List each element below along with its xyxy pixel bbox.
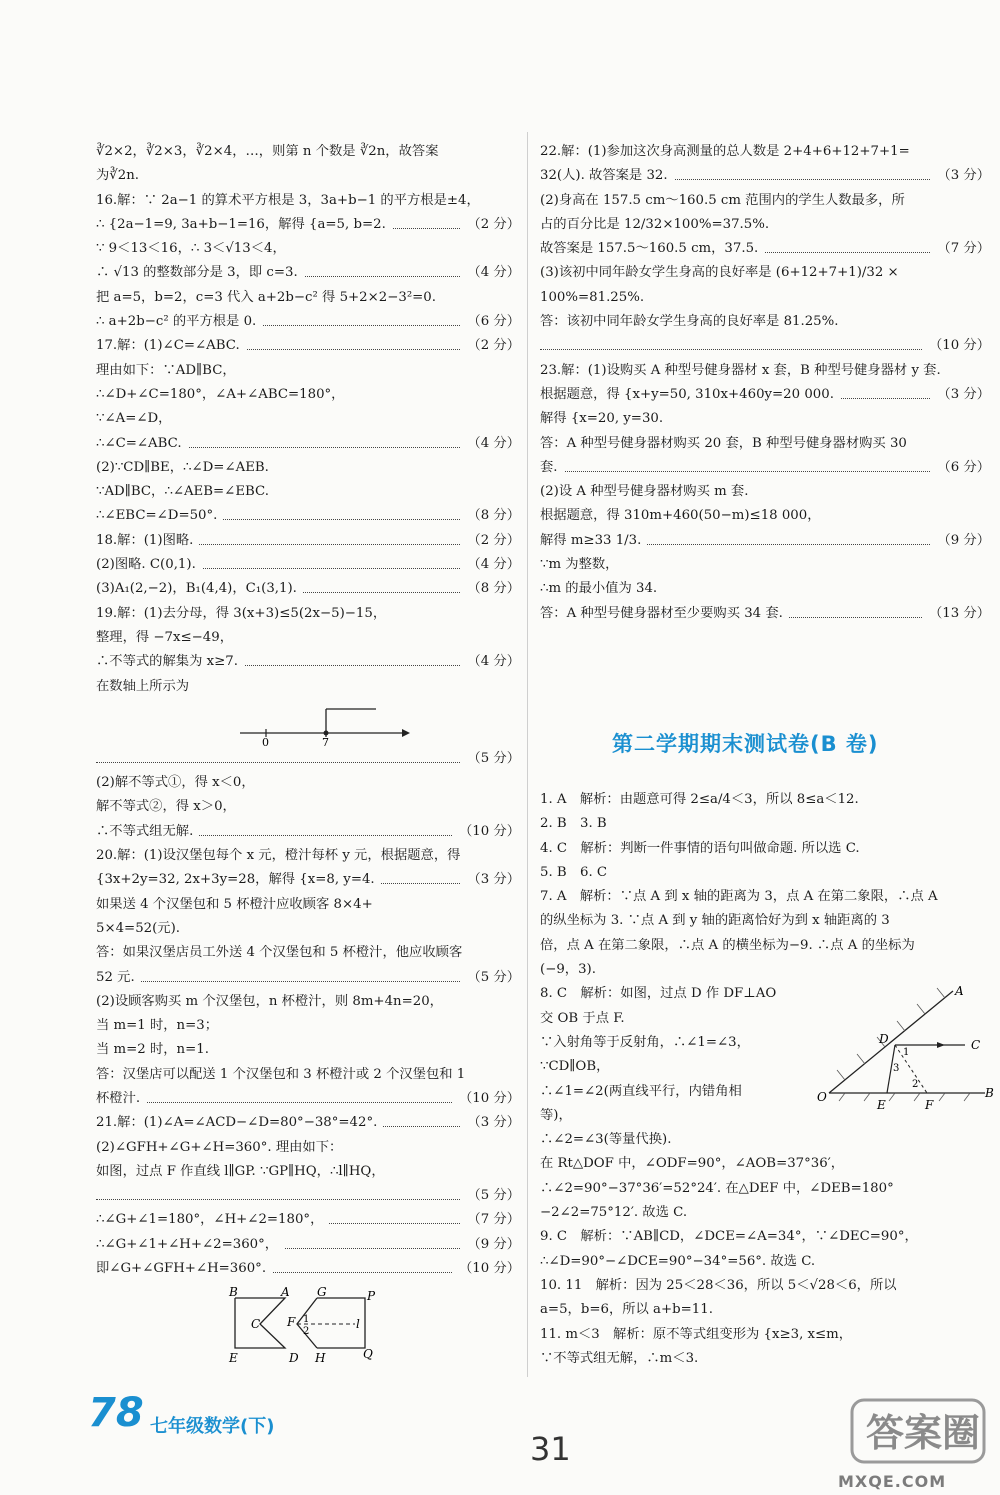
left-text: 18.解：(1)图略. [96,533,199,548]
left-text: 如图，过点 F 作直线 l∥GP. ∵GP∥HQ，∴l∥HQ， [96,1163,385,1179]
right-text: 根据题意，得 {x+y=50, 310x+460y=20 000. [540,387,840,402]
right-text: ∴m 的最小值为 34. [540,581,658,597]
fig21-label: 2 [303,1326,310,1337]
fig8-label: E [877,1098,886,1112]
fig8-label: 2 [912,1079,919,1090]
left-text: 答：如果汉堡店员工外送 4 个汉堡包和 5 杯橙汁，他应收顾客 [96,945,463,961]
page-number-big: 78 [88,1390,144,1436]
answer-b-line [540,1347,990,1371]
left-line [96,1087,520,1111]
left-text: 为∛2n. [96,168,140,184]
left-line [96,1063,520,1087]
left-text: ∴ {2a−1=9, 3a+b−1=16，解得 {a=5, b=2. [96,217,392,232]
right-line [540,432,990,456]
score-label: （10 分） [453,1087,520,1111]
answer-b-line [540,958,990,982]
left-line [96,795,520,819]
score-label: （2 分） [461,334,520,358]
left-line [96,868,520,892]
left-text: ∵∠A=∠D， [96,411,172,427]
left-text: 如果送 4 个汉堡包和 5 杯橙汁应收顾客 8×4+ [96,896,373,912]
left-text: ∴ √13 的整数部分是 3，即 c=3. [96,265,304,280]
left-line [96,602,520,626]
number-line-label: 0 [262,735,269,747]
answer-b-line [540,1298,990,1322]
answer-b-text: 的纵坐标为 3. ∵点 A 到 y 轴的距离恰好为到 x 轴距离的 3 [540,913,890,929]
answer-b-line [540,788,990,812]
right-line [540,456,990,480]
score-label: （6 分） [931,456,990,480]
section-title: 第二学期期末测试卷(B 卷) [612,732,879,756]
right-text: 套. [540,460,564,475]
right-line [540,261,990,285]
score-label: （4 分） [461,553,520,577]
right-text: 32(人). 故答案是 32. [540,168,674,183]
fig8-label: O [817,1090,827,1104]
left-text: 即∠G+∠GFH+∠H=360°. [96,1261,272,1276]
right-text: 解得 {x=20, y=30. [540,411,664,427]
right-line [540,504,990,528]
watermark-logo-text: 答案圈 [866,1411,981,1455]
score-label: （7 分） [461,1208,520,1232]
left-line [96,310,520,334]
right-line [540,602,990,626]
answer-b-line [540,1201,990,1225]
left-line [96,1136,520,1160]
answer-b-line [540,1274,990,1298]
number-line-label: 7 [322,735,329,747]
left-text: 16.解：∵ 2a−1 的算术平方根是 3，3a+b−1 的平方根是±4， [96,192,480,208]
right-text: 占的百分比是 12/32×100%=37.5%. [540,216,770,232]
score-label: （3 分） [931,383,990,407]
left-text: ∴∠EBC=∠D=50°. [96,508,223,523]
left-text: 在数轴上所示为 [96,678,190,694]
fig21-label: F [287,1315,296,1329]
right-text: 解得 m≥33 1/3. [540,533,647,548]
fig8-label: 3 [893,1063,900,1074]
score-label: （3 分） [461,868,520,892]
fig21-label: l [356,1317,360,1331]
left-line [96,699,520,747]
left-line [96,941,520,965]
left-text: 整理，得 −7x≤−49， [96,629,234,645]
right-column [540,140,990,626]
left-text: ∵AD∥BC，∴∠AEB=∠EBC. [96,484,269,500]
left-line [96,432,520,456]
fig21-label: P [367,1289,376,1303]
answer-b-text: −2∠2=75°12′. 故选 C. [540,1205,688,1221]
answer-b-text: 10. 11 解析：因为 25＜28＜36，所以 5＜√28＜6，所以 [540,1277,897,1293]
score-label: （6 分） [461,310,520,334]
left-line [96,1160,520,1184]
left-line [96,893,520,917]
right-text: 答：A 种型号健身器材至少要购买 34 套. [540,606,789,621]
left-line [96,990,520,1014]
left-line [96,504,520,528]
left-line [96,747,520,771]
right-text: (3)该初中同年龄女学生身高的良好率是 (6+12+7+1)/32 × [540,265,899,281]
fig8-line-DF [895,1045,927,1093]
handwritten-number: 31 [530,1430,571,1468]
fig21-label: B [229,1286,238,1299]
right-line [540,383,990,407]
watermark-text: MXQE.COM [838,1472,947,1491]
right-text: 答：该初中同年龄女学生身高的良好率是 81.25%. [540,314,839,330]
answer-b-text: 9. C 解析：∵AB∥CD，∠DCE=∠A=34°，∵∠DEC=90°， [540,1229,918,1245]
left-text: 19.解：(1)去分母，得 3(x+3)≤5(2x−5)−15， [96,605,387,621]
answer-b-text: 5. B 6. C [540,864,608,880]
answer-b-text: 在 Rt△DOF 中，∠ODF=90°，∠AOB=37°36′， [540,1156,845,1172]
left-line [96,1208,520,1232]
left-line [96,1233,520,1257]
answer-b-line [540,1323,990,1347]
right-line [540,529,990,553]
answer-b-text: 交 OB 于点 F. [540,1010,625,1026]
left-text: (3)A₁(2,−2)，B₁(4,4)，C₁(3,1). [96,581,303,596]
answer-b-line [540,1250,990,1274]
answer-b-line [540,837,990,861]
answer-b-text: (−9，3). [540,962,596,978]
left-line [96,286,520,310]
left-text: ∴不等式的解集为 x≥7. [96,654,244,669]
score-label: （8 分） [461,577,520,601]
right-text: (2)设 A 种型号健身器材购买 m 套. [540,484,749,500]
left-line [96,577,520,601]
right-line [540,213,990,237]
score-label: （5 分） [461,747,520,771]
left-text: (2)图略. C(0,1). [96,557,202,572]
answer-b-text: 1. A 解析：由题意可得 2≤a/4＜3，所以 8≤a＜12. [540,792,859,807]
score-label: （5 分） [461,1184,520,1208]
fig8-label: 1 [903,1047,910,1058]
answer-b-text: 8. C 解析：如图，过点 D 作 DF⊥AO [540,986,777,1002]
fig21-label: G [317,1286,327,1299]
score-label: （2 分） [461,213,520,237]
left-line [96,261,520,285]
score-label: （13 分） [923,602,990,626]
left-line [96,213,520,237]
left-text: ∴∠G+∠1=180°，∠H+∠2=180°， [96,1212,329,1227]
book-label: 七年级数学(下) [150,1416,275,1437]
right-text: ∵m 为整数， [540,557,619,573]
left-text: ∴∠C=∠ABC. [96,436,188,451]
left-text: ∴ a+2b−c² 的平方根是 0. [96,314,262,329]
fig8-label: A [955,985,964,998]
fig8-label: C [971,1038,981,1052]
left-line [96,480,520,504]
right-line [540,359,990,383]
fig8-label: F [925,1098,934,1112]
left-line [96,1111,520,1135]
left-text: 理由如下：∵AD∥BC， [96,362,236,378]
left-line [96,189,520,213]
left-line [96,1014,520,1038]
right-line [540,480,990,504]
left-line [96,1038,520,1062]
left-line [96,820,520,844]
score-label: （5 分） [461,966,520,990]
left-text: 当 m=1 时，n=3； [96,1018,219,1034]
right-line [540,140,990,164]
answer-b-line [540,1225,990,1249]
right-text: 根据题意，得 310m+460(50−m)≤18 000， [540,508,821,524]
score-label: （4 分） [461,650,520,674]
left-line [96,334,520,358]
right-line [540,164,990,188]
left-line [96,407,520,431]
answer-b-text: 4. C 解析：判断一件事情的语句叫做命题. 所以选 C. [540,840,860,856]
left-line [96,237,520,261]
right-text: 100%=81.25%. [540,289,645,305]
answer-b-line [540,1128,990,1152]
left-text: ∛2×2，∛2×3，∛2×4，…，则第 n 个数是 ∛2n，故答案 [96,144,439,159]
fig8-arrow-head [937,1042,945,1048]
left-line [96,675,520,699]
left-line [96,140,520,164]
left-text: (2)设顾客购买 m 个汉堡包，n 杯橙汁，则 8m+4n=20， [96,993,443,1009]
column-divider [527,132,528,1377]
right-line [540,286,990,310]
left-line [96,164,520,188]
score-label: （9 分） [931,529,990,553]
answer-b-text: 11. m＜3 解析：原不等式组变形为 {x≥3, x≤m， [540,1326,853,1342]
score-label: （8 分） [461,504,520,528]
right-text: (2)身高在 157.5 cm～160.5 cm 范围内的学生人数最多，所 [540,192,905,208]
right-text: 22.解：(1)参加这次身高测量的总人数是 2+4+6+12+7+1= [540,144,910,159]
left-text: 20.解：(1)设汉堡包每个 x 元，橙汁每杯 y 元，根据题意，得 [96,848,461,864]
left-line [96,359,520,383]
score-label: （2 分） [461,529,520,553]
answer-b-line [540,885,990,909]
left-text: ∴∠G+∠1+∠H+∠2=360°， [96,1237,284,1252]
score-label: （3 分） [461,1111,520,1135]
right-line [540,237,990,261]
score-label: （10 分） [453,820,520,844]
fig21-label: D [289,1351,299,1365]
left-text: 把 a=5，b=2，c=3 代入 a+2b−c² 得 5+2×2−3²=0. [96,289,436,305]
score-label: （9 分） [461,1233,520,1257]
left-text: 解不等式②，得 x＞0， [96,799,236,815]
left-line [96,553,520,577]
left-line [96,456,520,480]
left-text: ∴∠D+∠C=180°，∠A+∠ABC=180°， [96,386,345,402]
left-line [96,917,520,941]
left-line [96,529,520,553]
score-label: （10 分） [923,334,990,358]
number-line [236,699,520,747]
figure-8-diagram [815,985,995,1115]
right-line [540,189,990,213]
figure-21-diagram [225,1286,385,1366]
fig8-hatch-ob [839,1093,970,1101]
score-label: （10 分） [453,1257,520,1281]
left-text: ∴不等式组无解. [96,824,199,839]
answer-b-text: ∴∠2=∠3(等量代换). [540,1132,672,1148]
answer-b-line [540,861,990,885]
fig21-label: H [315,1351,326,1365]
answer-b-text: 等)， [540,1107,572,1123]
left-text: {3x+2y=32, 2x+3y=28，解得 {x=8, y=4. [96,872,381,887]
answer-b-text: ∵入射角等于反射角，∴∠1=∠3， [540,1034,750,1050]
right-text: 23.解：(1)设购买 A 种型号健身器材 x 套，B 种型号健身器材 y 套. [540,362,941,378]
left-line [96,650,520,674]
left-line [96,1184,520,1208]
answer-b-text: ∴∠D=90°−∠DCE=90°−34°=56°. 故选 C. [540,1253,816,1269]
answer-b-line [540,909,990,933]
answer-b-line [540,812,990,836]
left-text: ∵ 9＜13＜16，∴ 3＜√13＜4， [96,241,286,257]
score-label: （7 分） [931,237,990,261]
fig8-label: D [879,1032,889,1046]
fig21-label: C [251,1317,261,1331]
answer-b-text: ∴∠1=∠2(两直线平行，内错角相 [540,1083,742,1099]
left-line [96,966,520,990]
right-text: 故答案是 157.5～160.5 cm，37.5. [540,241,764,256]
left-text: 当 m=2 时，n=1. [96,1042,209,1058]
left-line [96,771,520,795]
left-text: (2)∵CD∥BE，∴∠D=∠AEB. [96,459,269,475]
right-line [540,407,990,431]
left-text: 21.解：(1)∠A=∠ACD−∠D=80°−38°=42°. [96,1115,383,1130]
answer-b-text: ∴∠2=90°−37°36′=52°24′. 在△DEF 中，∠DEB=180° [540,1180,894,1196]
left-text: (2)解不等式①，得 x＜0， [96,775,255,791]
right-line [540,577,990,601]
answer-b-text: a=5，b=6，所以 a+b=11. [540,1302,713,1318]
right-text: 答：A 种型号健身器材购买 20 套，B 种型号健身器材购买 30 [540,435,907,451]
answer-b-text: 倍，点 A 在第二象限，∴点 A 的横坐标为−9. ∴点 A 的坐标为 [540,937,915,953]
answer-b-line [540,1152,990,1176]
left-text: 17.解：(1)∠C=∠ABC. [96,338,246,353]
fig21-label: 1 [303,1314,310,1325]
answer-b-line [540,1177,990,1201]
right-line [540,553,990,577]
answer-b-text: ∵CD∥OB， [540,1059,610,1075]
fig21-label: Q [363,1347,373,1361]
left-text: (2)∠GFH+∠G+∠H=360°. 理由如下： [96,1139,343,1155]
left-line [96,1257,520,1281]
left-text: 52 元. [96,970,141,985]
left-text: 杯橙汁. [96,1091,146,1106]
fig8-line-OA [829,991,953,1093]
score-label: （3 分） [931,164,990,188]
right-line [540,334,990,358]
left-line [96,383,520,407]
answer-b-line [540,934,990,958]
answer-b-text: 2. B 3. B [540,816,607,832]
left-text: 5×4=52(元). [96,920,181,936]
left-column [96,140,520,1281]
answer-b-text: ∵不等式组无解，∴m＜3. [540,1350,699,1366]
fig21-label: E [229,1351,238,1365]
score-label: （4 分） [461,432,520,456]
right-line [540,310,990,334]
left-line [96,626,520,650]
score-label: （4 分） [461,261,520,285]
fig8-label: B [985,1086,994,1100]
answer-b-text: 7. A 解析：∵点 A 到 x 轴的距离为 3，点 A 在第二象限，∴点 A [540,889,938,905]
fig21-label: A [281,1286,290,1299]
left-line [96,844,520,868]
left-text: 答：汉堡店可以配送 1 个汉堡包和 3 杯橙汁或 2 个汉堡包和 1 [96,1066,466,1082]
